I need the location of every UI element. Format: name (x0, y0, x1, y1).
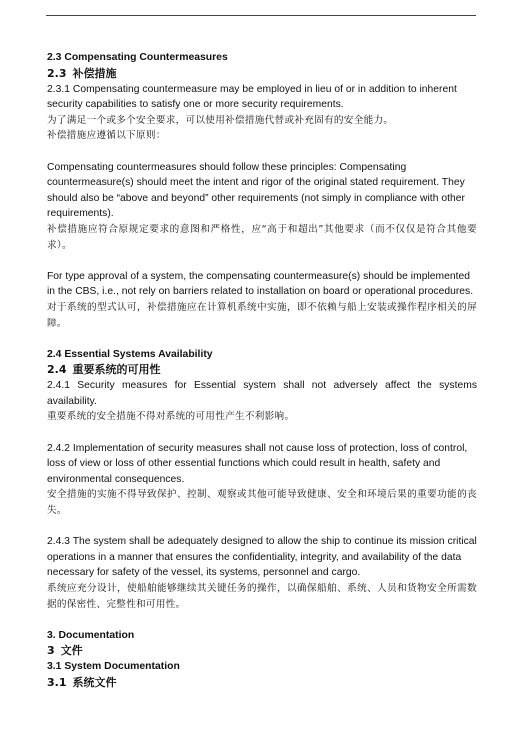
para-2-3-1-zh: 为了满足一个或多个安全要求，可以使用补偿措施代替或补充固有的安全能力。 (47, 114, 394, 126)
para-2-3-principles-detail-zh: 补偿措施应符合原规定要求的意图和严格性，应“高于和超出”其他要求（而不仅仅是符合其他要求）。 (47, 223, 477, 251)
header-rule (46, 15, 476, 16)
heading-text: 文件 (60, 644, 83, 658)
heading-text: 系统文件 (72, 675, 117, 689)
para-2-4-3-zh: 系统应充分设计，使船舶能够继续其关键任务的操作，以确保船舶、系统、人员和货物安全所需数据的保密性、完整性和可用性。 (47, 583, 477, 610)
heading-number: 3 (47, 644, 55, 658)
section-3-1-heading-en: 3.1 System Documentation (47, 661, 180, 673)
para-2-3-principles-en: Compensating countermeasures should follow these principles: Compensating countermeasure(s) should meet the intent and rigor of the original stated requirement. They should also be “above and beyond” other requirements (not simply in compliance with other requirements). (47, 161, 465, 220)
section-2-3-heading-en: 2.3 Compensating Countermeasures (47, 52, 228, 63)
para-2-3-principles-zh: 补偿措施应遵循以下原则： (47, 130, 166, 142)
heading-number: 2.3 (47, 66, 67, 80)
section-3-heading-en: 3. Documentation (47, 629, 135, 641)
para-2-4-1-en: 2.4.1 Security measures for Essential system shall not adversely affect the systems availability. (47, 380, 477, 407)
section-3-heading-zh (47, 643, 477, 659)
para-2-4-2-zh: 安全措施的实施不得导致保护、控制、观察或其他可能导致健康、安全和环境后果的重要功能的丧失。 (47, 489, 477, 517)
para-2-4-2-en: 2.4.2 Implementation of security measures shall not cause loss of protection, loss of control, loss of view or loss of other essential functions which could result in health, safety and environmental consequences. (47, 442, 468, 485)
section-3-1-heading-zh (47, 675, 477, 691)
section-2-4-heading-zh (47, 362, 477, 378)
section-2-3-heading-zh (47, 66, 477, 82)
heading-number: 3.1 (47, 675, 67, 689)
section-2-4-heading-en: 2.4 Essential Systems Availability (47, 348, 213, 360)
para-2-4-1-zh: 重要系统的安全措施不得对系统的可用性产生不利影响。 (47, 411, 295, 423)
heading-text: 重要系统的可用性 (72, 363, 161, 377)
heading-number: 2.4 (47, 363, 67, 377)
para-2-3-type-approval-zh: 对于系统的型式认可，补偿措施应在计算机系统中实施，即不依赖与船上安装或操作程序相关的屏障。 (47, 301, 477, 329)
para-2-3-type-approval-en: For type approval of a system, the compensating countermeasure(s) should be implemented in the CBS, i.e., not rely on barriers related to installation on board or operational procedures. (47, 270, 474, 298)
document-body (47, 50, 477, 691)
heading-text: 补偿措施 (72, 66, 117, 80)
para-2-4-3-en: 2.4.3 The system shall be adequately designed to allow the ship to continue its mission critical operations in a manner that ensures the confidentiality, integrity, and availability of the data necessary for safety of the vessel, its systems, personnel and cargo. (47, 536, 477, 579)
para-2-3-1-en: 2.3.1 Compensating countermeasure may be employed in lieu of or in addition to inherent security capabilities to satisfy one or more security requirements. (47, 83, 457, 111)
